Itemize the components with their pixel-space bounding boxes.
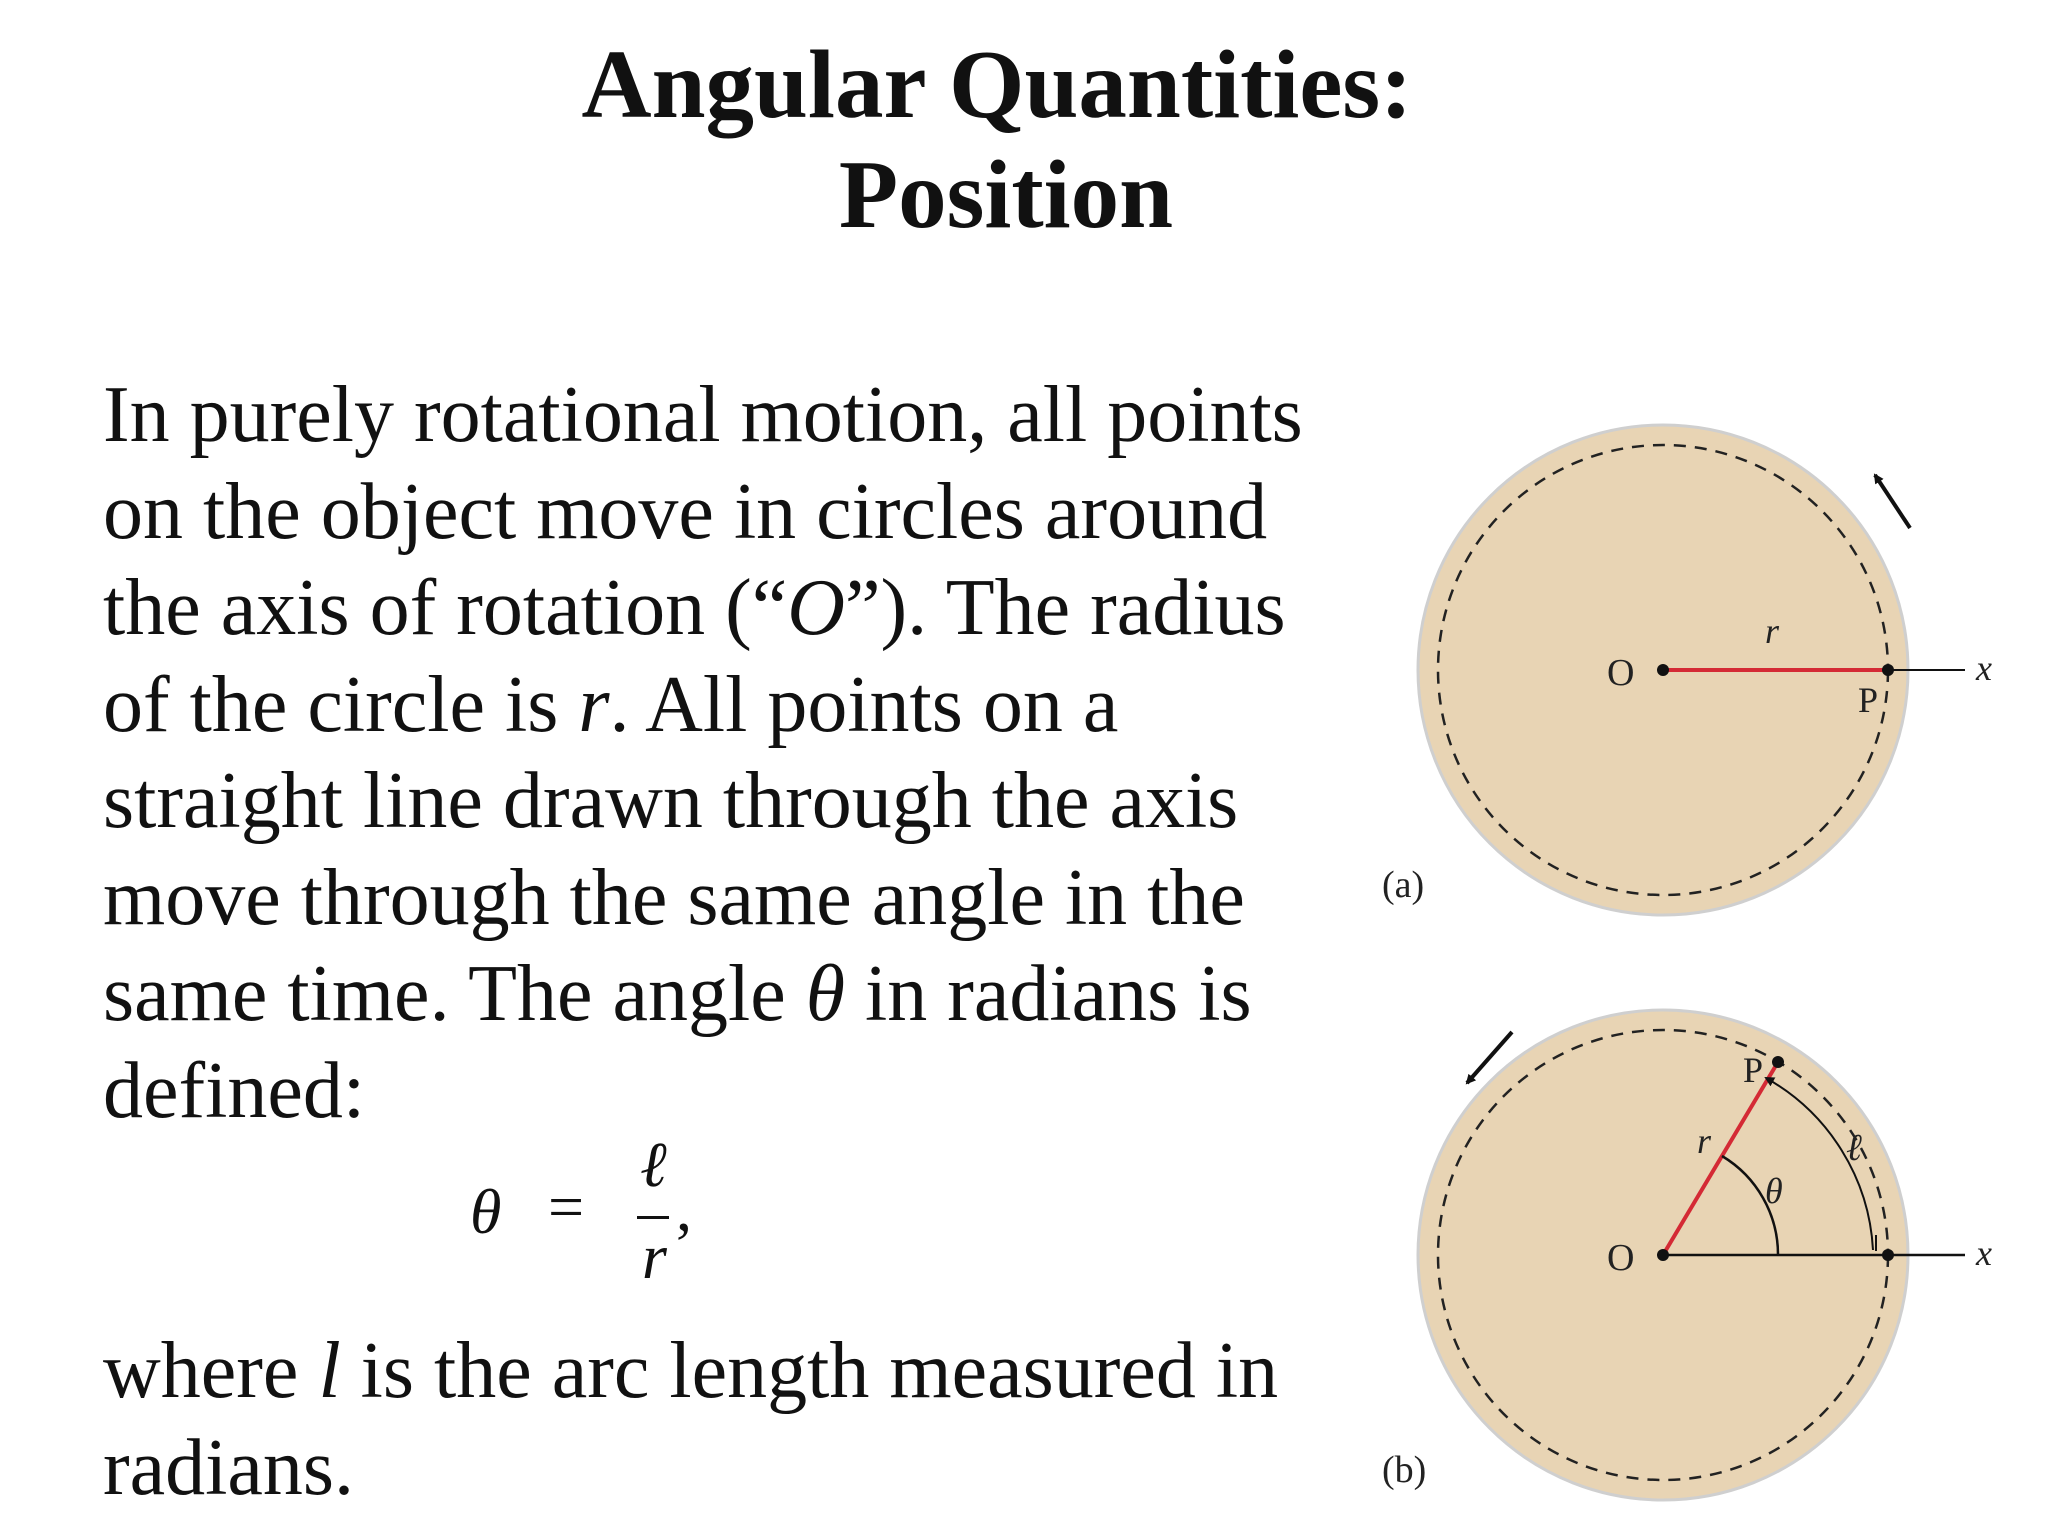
- paragraph-line: straight line drawn through the axis: [103, 757, 1239, 845]
- paragraph-line: on the object move in circles around: [103, 467, 1268, 556]
- panel-b: [1382, 1010, 1992, 1500]
- italic-l: l: [318, 1327, 341, 1415]
- origin-label-b: O: [1607, 1237, 1635, 1279]
- point-end-dot-b: [1882, 1249, 1894, 1261]
- paragraph-text: the axis of rotation (“: [103, 564, 788, 652]
- paragraph-text: where: [103, 1327, 319, 1415]
- paragraph-text: of the circle is: [103, 660, 579, 749]
- panel-label-a: (a): [1382, 864, 1425, 906]
- italic-r: r: [578, 660, 610, 749]
- equation-denominator: r: [642, 1221, 667, 1292]
- slide-title: [0, 30, 2048, 250]
- radius-label-a: r: [1765, 611, 1780, 651]
- paragraph-line: defined:: [103, 1046, 366, 1135]
- closing-paragraph: [103, 1323, 1353, 1516]
- arc-label-b: ℓ: [1846, 1127, 1862, 1169]
- equation-comma: ,: [676, 1173, 692, 1244]
- paragraph-line: [103, 946, 1353, 1043]
- fraction-bar: [637, 1216, 669, 1219]
- paragraph-text: same time. The angle: [103, 950, 806, 1038]
- body-paragraph: [103, 367, 1353, 1139]
- rotation-arrow-a: [1875, 475, 1910, 528]
- paragraph-text: . All points on a: [609, 660, 1119, 749]
- paragraph-line: [103, 1323, 1353, 1420]
- origin-dot-b: [1657, 1249, 1669, 1261]
- equation-theta: θ: [470, 1176, 502, 1247]
- paragraph-line: [103, 560, 1353, 657]
- x-label-a: x: [1976, 648, 1992, 688]
- title-line-1: Angular Quantities:: [581, 31, 1413, 138]
- paragraph-line: radians.: [103, 1423, 355, 1512]
- radius-label-b: r: [1697, 1121, 1712, 1161]
- paragraph-line: In purely rotational motion, all points: [103, 371, 1303, 459]
- origin-label-a: O: [1607, 652, 1635, 694]
- paragraph-text: in radians is: [845, 950, 1252, 1038]
- x-label-b: x: [1976, 1233, 1992, 1273]
- italic-theta: θ: [805, 950, 846, 1038]
- paragraph-text: is the arc length measured in: [340, 1327, 1279, 1415]
- title-line-2: Position: [838, 141, 1174, 248]
- rotation-figure: [1380, 400, 2020, 1530]
- panel-label-b: (b): [1382, 1449, 1427, 1491]
- equation-equals: =: [548, 1171, 585, 1242]
- theta-label-b: θ: [1765, 1171, 1783, 1211]
- italic-o: O: [787, 564, 845, 652]
- origin-dot-a: [1657, 664, 1669, 676]
- angle-equation: [450, 1130, 750, 1290]
- equation-numerator: ℓ: [640, 1129, 667, 1200]
- point-label-a: P: [1858, 680, 1879, 720]
- paragraph-line: move through the same angle in the: [103, 853, 1245, 942]
- paragraph-line: [103, 657, 1353, 754]
- point-p-dot-b: [1772, 1056, 1784, 1068]
- point-p-dot-a: [1882, 664, 1894, 676]
- point-label-b: P: [1743, 1050, 1764, 1090]
- paragraph-text: ”). The radius: [845, 564, 1286, 652]
- panel-a: [1382, 425, 1992, 915]
